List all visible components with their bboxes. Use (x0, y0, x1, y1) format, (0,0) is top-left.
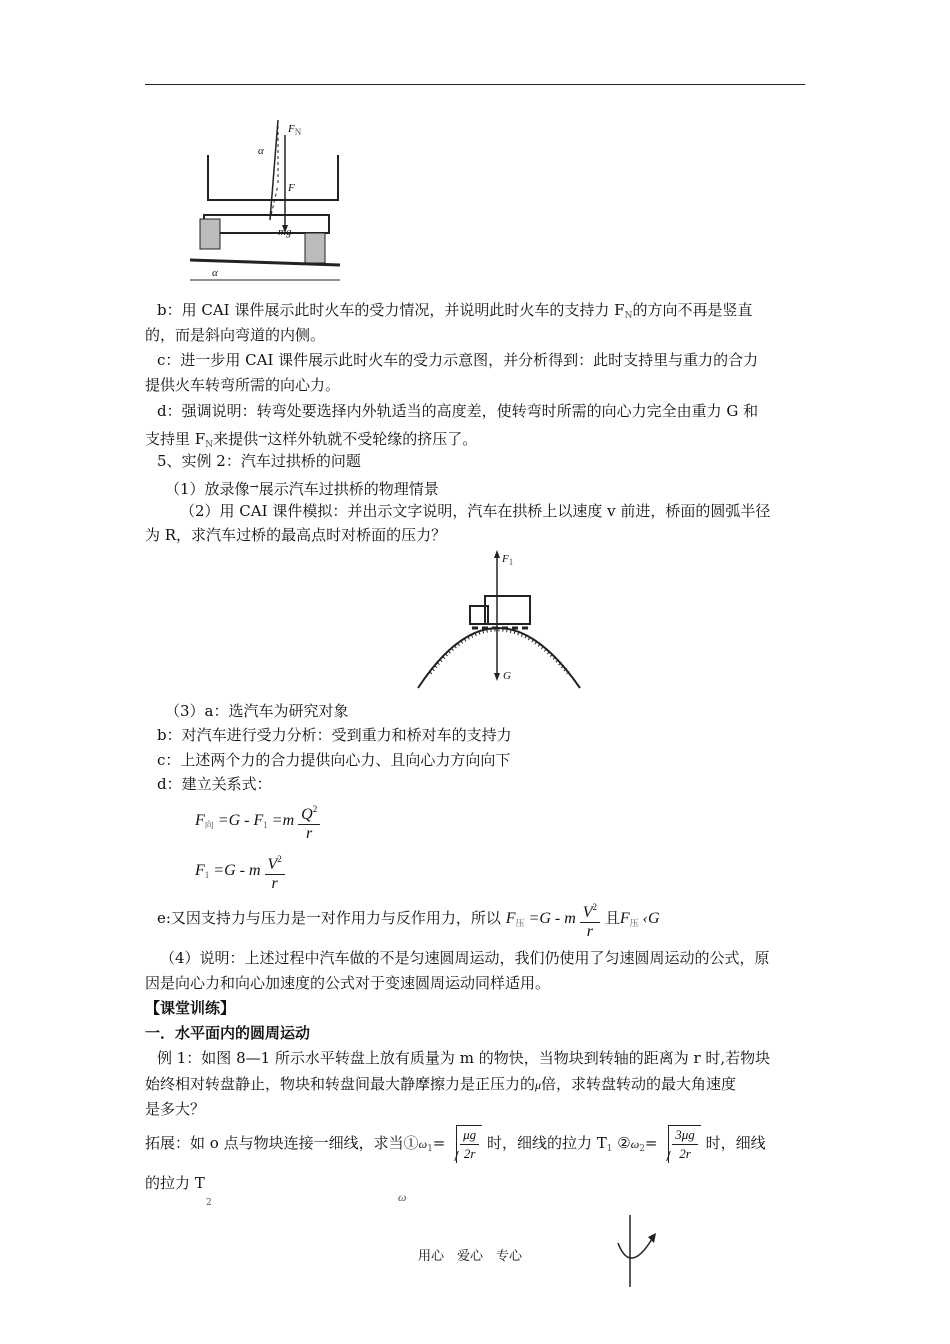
item-5: 5、实例 2：汽车过拱桥的问题 (157, 452, 361, 470)
item-5-4-line2: 因是向心力和向心加速度的公式对于变速圆周运动同样适用。 (145, 974, 551, 992)
extension-line2: 的拉力 T (145, 1174, 205, 1192)
item-5-3-c: c：上述两个力的合力提供向心力、且向心力方向向下 (157, 751, 511, 769)
fig-label-alpha: α (258, 145, 264, 157)
para-e: e:又因支持力与压力是一对作用力与反作用力，所以 $F_压 =G - m$ $\frac{V^2}{r}$ 且$F_压$ ‹G (157, 898, 660, 941)
item-5-4-line1: （4）说明：上述过程中汽车做的不是匀速圆周运动，我们仍使用了匀速圆周运动的公式，原 (160, 949, 770, 967)
para-c-line1: c：进一步用 CAI 课件展示此时火车的受力示意图，并分析得到：此时支持里与重力的合力 (157, 351, 759, 369)
fig-label-alpha2: α (212, 267, 218, 279)
section-title: 【课堂训练】 (145, 999, 236, 1017)
bridge-force-figure (410, 548, 585, 696)
para-b-line1: b：用 CAI 课件展示此时火车的受力情况，并说明此时火车的支持力 $F_N$的方向不再是竖直 (157, 301, 753, 321)
header-rule (145, 84, 805, 85)
item-5-3-b: b：对汽车进行受力分析：受到重力和桥对车的支持力 (157, 726, 512, 744)
sub-title: 一．水平面内的圆周运动 (145, 1024, 311, 1042)
page-footer: 用心 爱心 专心 (418, 1249, 523, 1264)
equation-1: $F_向 =G - F_1 =m$ $\frac{Q^2}{r}$ (195, 800, 320, 843)
fig-label-omega: ω (398, 1190, 407, 1204)
equation-2: $F_1 =G - m$ $\frac{V^2}{r}$ (195, 850, 285, 893)
para-c-line2: 提供火车转弯所需的向心力。 (145, 376, 341, 394)
fig-label-f: F (288, 182, 295, 194)
rotation-axis-figure (612, 1215, 662, 1290)
train-force-figure (190, 115, 340, 285)
fig-label-fn: $F_N$ (288, 123, 302, 137)
item-5-3-a: （3）a：选汽车为研究对象 (165, 702, 349, 720)
fig-label-g: G (503, 670, 511, 682)
para-d-line2: 支持里 $F_N$来提供→这样外轨就不受轮缘的挤压了。 (145, 430, 478, 450)
extension-t2-sub: 2 (206, 1198, 212, 1208)
item-5-1: （1）放录像→展示汽车过拱桥的物理情景 (165, 480, 439, 498)
extension-line1: 拓展：如 o 点与物块连接一细线，求当$①\omega_1=$ $\frac{\mu g}{2r}$ 时，细线的拉力 $T_1$ $②\omega_2=$ $\frac{3\mu g}{2r}$ 时，细线 (145, 1127, 766, 1161)
para-b-line2: 的，而是斜向弯道的内侧。 (145, 326, 326, 344)
item-5-3-d: d：建立关系式： (157, 775, 272, 793)
example-1-line2: 始终相对转盘静止，物块和转盘间最大静摩擦力是正压力的μ倍，求转盘转动的最大角速度 (145, 1075, 737, 1093)
example-1-line3: 是多大？ (145, 1100, 206, 1118)
item-5-2-line2: 为 R，求汽车过桥的最高点时对桥面的压力？ (145, 526, 447, 544)
fig-label-mg: mg (278, 226, 292, 238)
para-d-line1: d：强调说明：转弯处要选择内外轨适当的高度差，使转弯时所需的向心力完全由重力 G 和 (157, 402, 759, 420)
fig-label-f1: $F_1$ (502, 553, 514, 567)
item-5-2-line1: （2）用 CAI 课件模拟：并出示文字说明，汽车在拱桥上以速度 v 前进，桥面的圆弧半径 (180, 502, 771, 520)
example-1-line1: 例 1：如图 8—1 所示水平转盘上放有质量为 m 的物快，当物块到转轴的距离为 r 时,若物块 (157, 1049, 771, 1067)
